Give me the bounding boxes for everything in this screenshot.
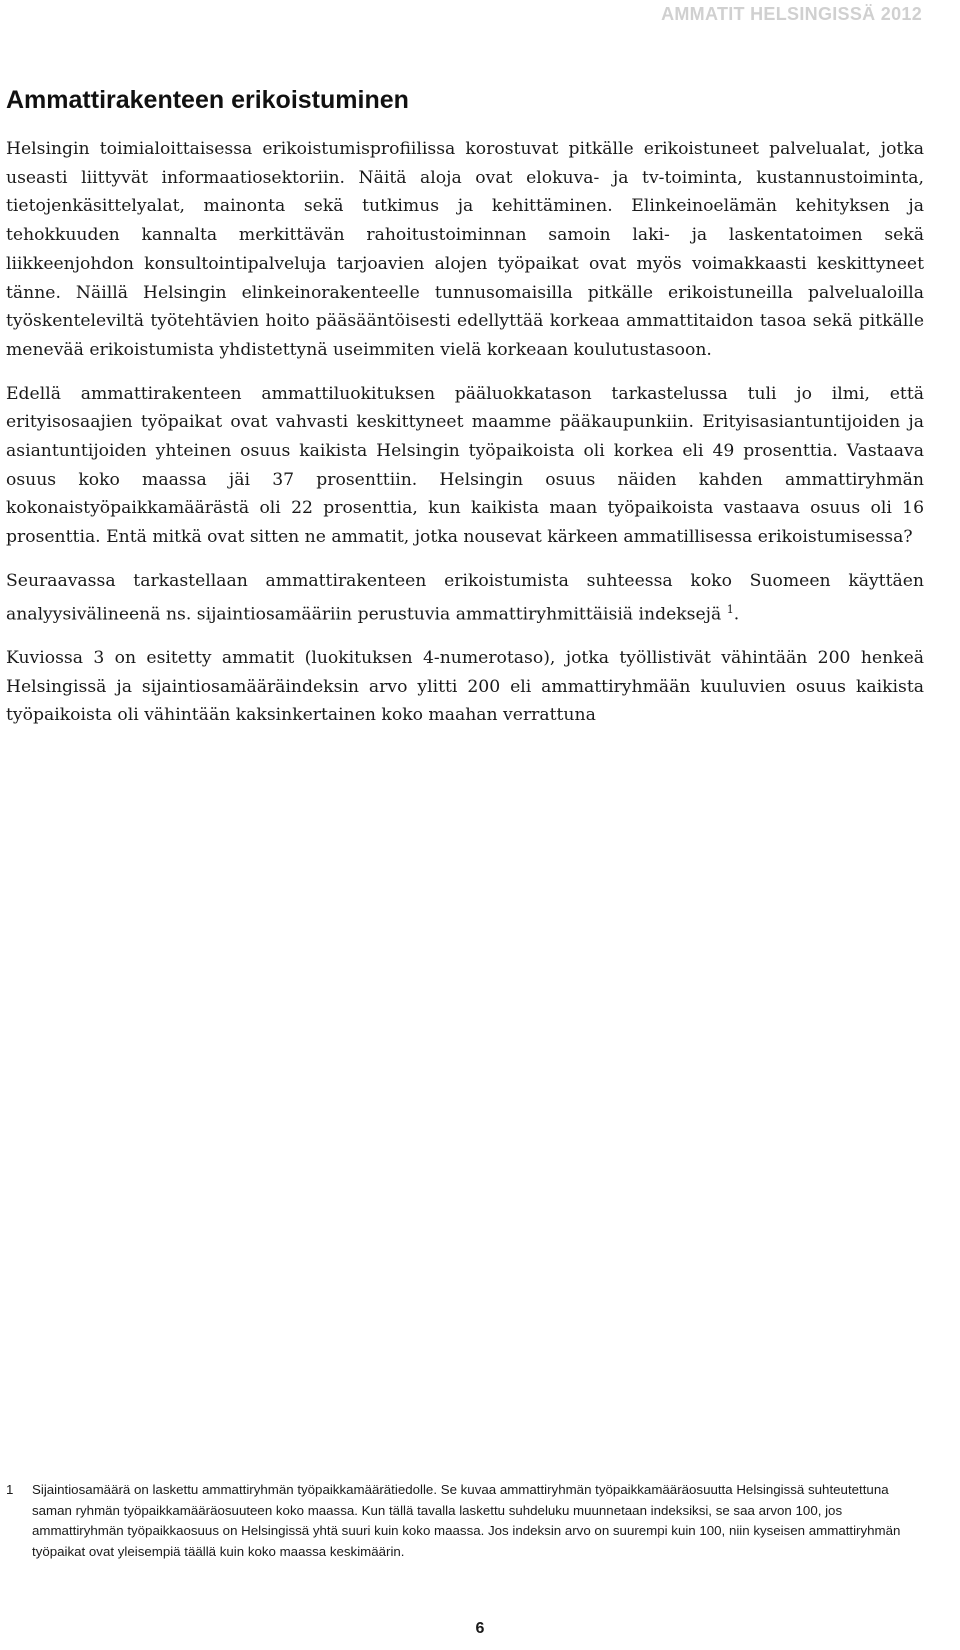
body-paragraph-3-text: Seuraavassa tarkastellaan ammattirakenteen erikoistumista suhteessa koko Suomeen käyttäen analyysivälineenä ns. sijaintiosamääriin perustuvia ammattiryhmittäisiä indeksejä <box>6 570 924 625</box>
body-paragraph-2: Edellä ammattirakenteen ammattiluokituksen pääluokkatason tarkastelussa tuli jo ilmi, että erityisosaajien työpaikat ovat vahvasti keskittyneet maamme pääkaupunkiin. Erityisasiantuntijoiden ja asiantuntijoiden yhteinen osuus kaikista Helsingin työpaikoista oli korkea eli 49 prosenttia. Vastaava osuus koko maassa jäi 37 prosenttiin. Helsingin osuus näiden kahden ammattiryhmän kokonaistyöpaikkamäärästä oli 22 prosenttia, kun kaikista maan työpaikoista vastaava osuus oli 16 prosenttia. Entä mitkä ovat sitten ne ammatit, jotka nousevat kärkeen ammatillisessa erikoistumisessa? <box>6 383 924 548</box>
footnote-number: 1 <box>6 1482 14 1497</box>
page-number: 6 <box>475 1620 485 1637</box>
footnote-reference-suffix: . <box>733 604 740 625</box>
body-paragraph-3 <box>6 567 924 629</box>
section-title: Ammattirakenteen erikoistuminen <box>6 86 409 114</box>
footnote-reference: 1 <box>726 602 734 616</box>
body-paragraph-4: Kuviossa 3 on esitetty ammatit (luokituksen 4-numerotaso), jotka työllistivät vähintään 200 henkeä Helsingissä ja sijaintiosamääräindeksin arvo ylitti 200 eli ammattiryhmään kuuluvien osuus kaikista työpaikoista oli vähintään kaksinkertainen koko maahan verrattuna <box>6 647 924 726</box>
footnote <box>6 1480 916 1562</box>
main-content <box>6 86 924 745</box>
footnote-text: Sijaintiosamäärä on laskettu ammattiryhmän työpaikkamäärätiedolle. Se kuvaa ammattiryhmän työpaikkamääräosuutta Helsingissä suhteutettuna saman ryhmän työpaikkamääräosuuteen koko maassa. Kun tällä tavalla laskettu suhdeluku muunnetaan indeksiksi, se saa arvon 100, jos ammattiryhmän työpaikkaosuus on Helsingissä yhtä suuri kuin koko maassa. Jos indeksin arvo on suurempi kuin 100, niin kyseisen ammattiryhmän työpaikat ovat yleisempiä täällä kuin koko maassa keskimäärin. <box>32 1482 901 1559</box>
running-header: AMMATIT HELSINGISSÄ 2012 <box>661 4 922 24</box>
body-paragraph-1: Helsingin toimialoittaisessa erikoistumisprofiilissa korostuvat pitkälle erikoistuneet palvelualat, jotka useasti liittyvät informaatiosektoriin. Näitä aloja ovat elokuva- ja tv-toiminta, kustannustoiminta, tietojenkäsittelyalat, mainonta sekä tutkimus ja kehittäminen. Elinkeinoelämän kehityksen ja tehokkuuden kannalta merkittävän rahoitustoiminnan samoin laki- ja laskentatoimen sekä liikkeenjohdon konsultointipalveluja tarjoavien alojen työpaikat ovat myös voimakkaasti keskittyneet tänne. Näillä Helsingin elinkeinorakenteelle tunnusomaisilla pitkälle erikoistuneilla palvelualoilla työskenteleviltä työtehtävien hoito pääsääntöisesti edellyttää korkeaa ammattitaidon tasoa sekä pitkälle menevää erikoistumista yhdistettynä useimmiten vielä korkeaan koulutustasoon. <box>6 139 924 360</box>
